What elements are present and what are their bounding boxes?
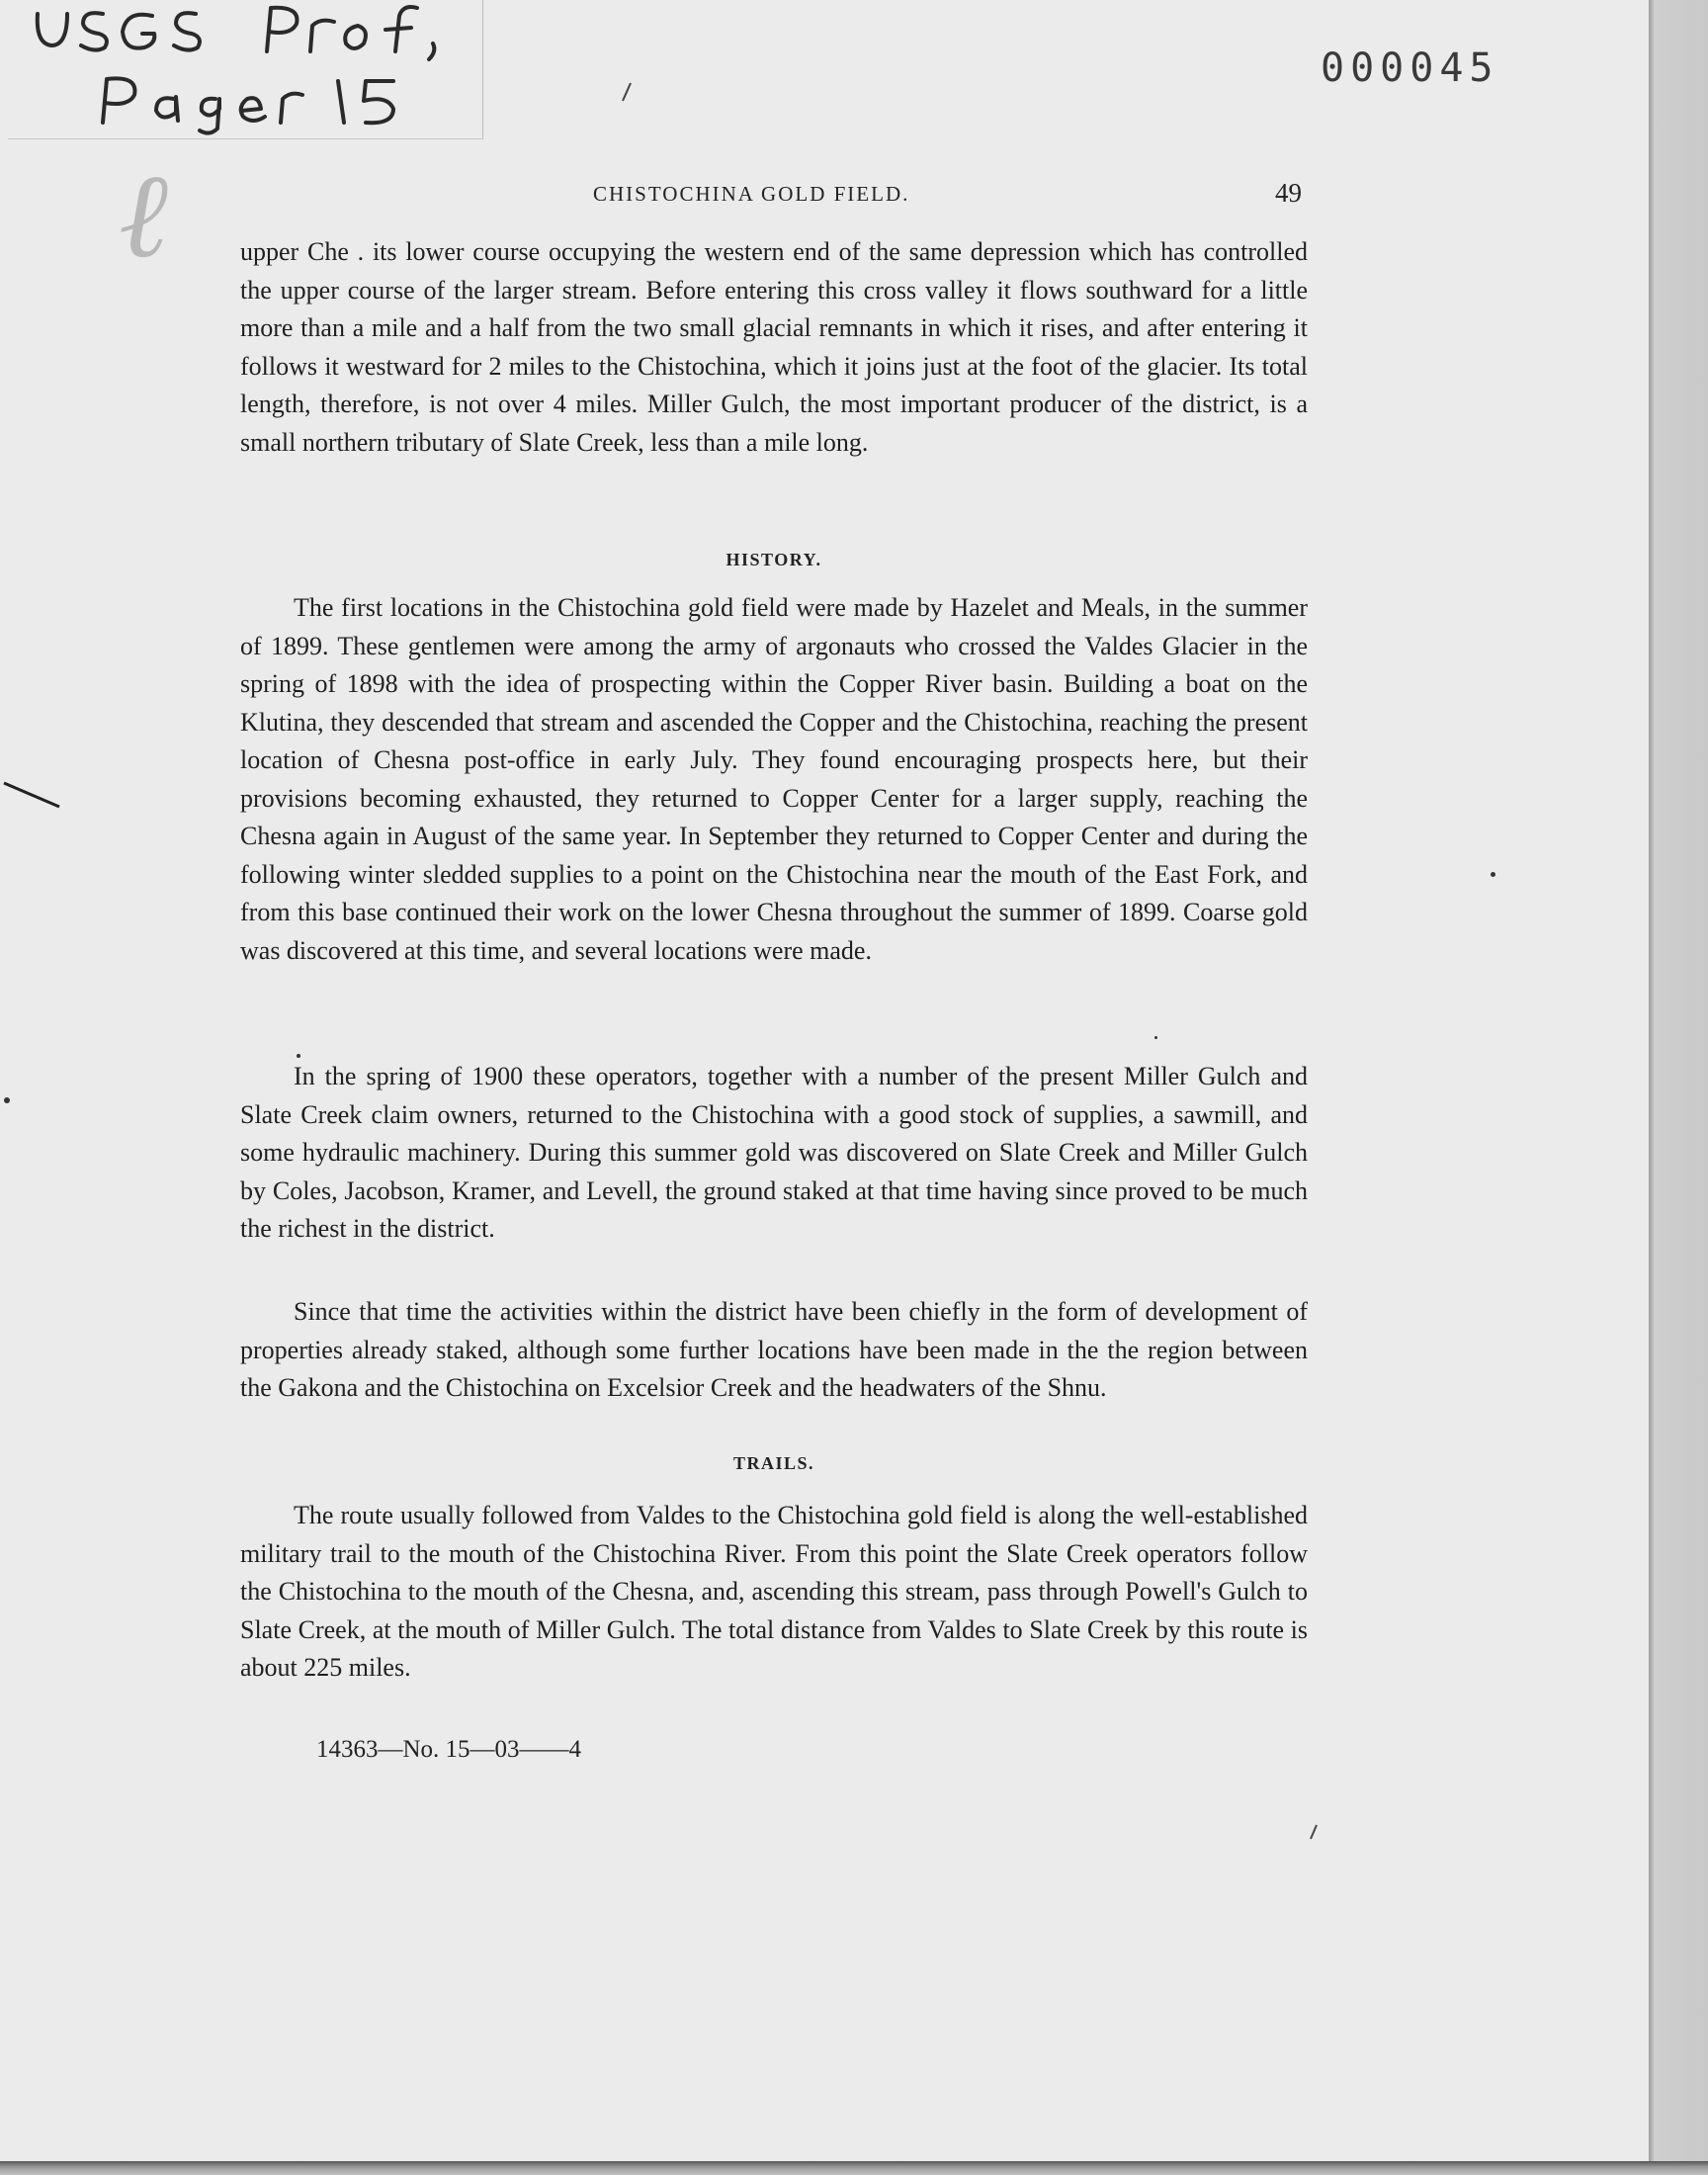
intro-paragraph: upper Che . its lower course occupying the western end of the same depression which has controlled the upper course of the larger stream. Before entering this cross valley it flows southward for a little more than a mile and a half from the two small glacial remnants in which it rises, and after entering it follows it westward for 2 miles to the Chistochina, which it joins just at the foot of the glacier. Its total length, therefore, is not over 4 miles. Miller Gulch, the most important producer of the district, is a small northern tributary of Slate Creek, less than a mile long. (240, 237, 1308, 457)
bleed-through-mark: ℓ (119, 150, 168, 282)
handwriting-image (8, 0, 482, 138)
scan-speck (1491, 872, 1495, 877)
page-bottom-shadow (0, 2161, 1708, 2175)
running-head: CHISTOCHINA GOLD FIELD. (593, 182, 910, 206)
footer-signature: 14363—No. 15—03——4 (316, 1736, 582, 1763)
margin-scan-mark (0, 771, 69, 811)
handwritten-label (8, 0, 483, 139)
history-paragraph-3: Since that time the activities within the district have been chiefly in the form of development of properties already staked, although some further locations have been made in the the region between the Gakona and the Chistochina on Excelsior Creek and the headwaters of the Shnu. (240, 1297, 1308, 1402)
scan-speck (297, 1054, 300, 1058)
history-paragraph-2: In the spring of 1900 these operators, together with a number of the present Miller Gulch and Slate Creek claim owners, returned to the Chistochina with a good stock of supplies, a sawmill, and some hydraulic machinery. During this summer gold was discovered on Slate Creek and Miller Gulch by Coles, Jacobson, Kramer, and Levell, the ground staked at that time having since proved to be much the richest in the district. (240, 1062, 1308, 1243)
page-edge-shadow (1649, 0, 1708, 2175)
scan-speck (4, 1097, 10, 1103)
stray-tick-mark (1303, 1819, 1323, 1849)
trails-paragraph-1: The route usually followed from Valdes to the Chistochina gold field is along the well-established military trail to the mouth of the Chistochina River. From this point the Slate Creek operators follow the Chistochina to the mouth of the Chesna, and, ascending this stream, pass through Powell's Gulch to Slate Creek, at the mouth of Miller Gulch. The total distance from Valdes to Slate Creek by this route is about 225 miles. (240, 1501, 1308, 1682)
scan-speck (1154, 1036, 1157, 1039)
page-number: 49 (1275, 178, 1302, 208)
section-heading-history: HISTORY. (726, 550, 822, 569)
archive-stamp-number: 000045 (1321, 45, 1499, 91)
section-heading-trails: TRAILS. (732, 1453, 815, 1473)
history-paragraph-1: The first locations in the Chistochina gold field were made by Hazelet and Meals, in the summer of 1899. These gentlemen were among the army of argonauts who crossed the Valdes Glacier in the spring of 1898 with the idea of prospecting within the Copper River basin. Building a boat on the Klutina, they descended that stream and ascended the Copper and the Chistochina, reaching the present location of Chesna post-office in early July. They found encouraging prospects here, but their provisions becoming exhausted, they returned to Copper Center for a larger supply, reaching the Chesna again in August of the same year. In September they returned to Copper Center and during the following winter sledded supplies to a point on the Chistochina near the mouth of the East Fork, and from this base continued their work on the lower Chesna throughout the summer of 1899. Coarse gold was discovered at this time, and several locations were made. (240, 593, 1308, 965)
stray-tick-mark (617, 79, 637, 109)
